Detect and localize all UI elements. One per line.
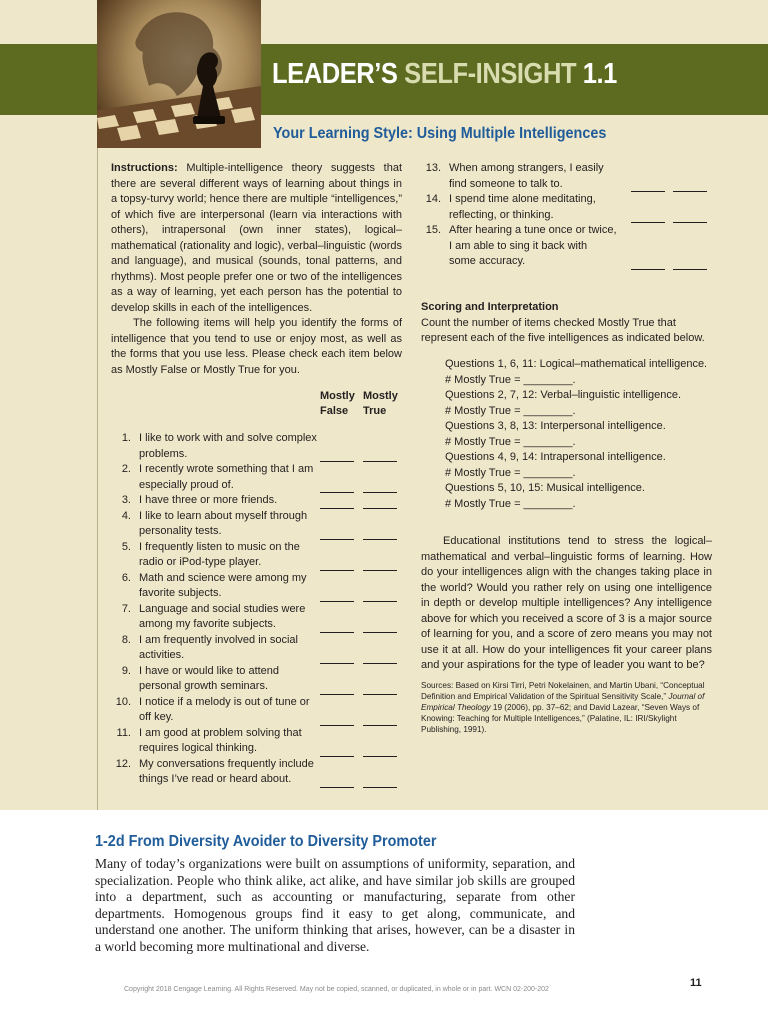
question-group-label: Questions 3, 8, 13: Interpersonal intelligence. [445,420,666,432]
item-number: 9. [121,664,131,677]
question-group-count[interactable]: # Mostly True = ________. [445,497,576,510]
mostly-true-header [363,389,398,419]
item-number: 7. [121,602,131,615]
item-text: I like to learn about myself through personality tests. [139,509,308,537]
item-text: I notice if a melody is out of tune or off key. [139,695,310,723]
item-text: I recently wrote something that I am especially proud of. [139,463,314,491]
sources-text-1: Sources: Based on Kirsi Tirri, Petri Nokelainen, and Martin Ubani, “Conceptual Definition and Empirical Validation of the Spiritual Sensitivity Scale,” [421,681,705,701]
section-body: Many of today’s organizations were built on assumptions of uniformity, separation, and specialization. People who think alike, act alike, and have similar job skills are grouped into a department, such as accounting or manufacturing, separate from other departments. Homogenous groups find it easy to get along, communicate, and understand one another. The uniform thinking that arises, however, can be a disaster in a world becoming more multinational and diverse. [95,856,575,954]
item-text: I frequently listen to music on the radio or iPod-type player. [139,540,300,568]
mostly-false-line2: False [320,405,349,417]
list-item [421,192,711,223]
item-text: Math and science were among my favorite subjects. [139,571,307,599]
item-number: 15. [425,224,441,236]
instructions-text: Multiple-intelligence theory suggests that there are several different ways of learning about things in a topsy-turvy world; hence there are multiple “intelligences,” of which five are interpersonal (learn via interactions with others), intrapersonal (own inner states), logical–mathematical (rationality and logic), verbal–linguistic (words and language), and musical (sounds, tonal patterns, and rhythms). Most people prefer one or two of the intelligences as a way of learning, yet each person has the potential to develop skills in each of the intelligences. [111,162,402,314]
item-number: 10. [115,695,131,708]
mostly-true-line1: Mostly [363,390,398,402]
instructions-paragraph [111,161,402,316]
title-number: 1.1 [576,58,617,90]
list-item [111,431,401,462]
scoring-questions [445,357,715,512]
scoring-intro: Count the number of items checked Mostly True that represent each of the five intelligences as indicated below. [421,316,705,344]
item-text: I have or would like to attend personal growth seminars. [139,664,280,692]
item-number: 14. [425,193,441,205]
question-group-count[interactable]: # Mostly True = ________. [445,435,576,448]
list-item [111,726,401,757]
page-title [272,58,617,91]
mostly-false-header [320,389,355,419]
list-item [111,540,401,571]
item-text: I have three or more friends. [139,494,278,506]
list-item [111,493,401,509]
question-group-label: Questions 4, 9, 14: Intrapersonal intelligence. [445,451,666,463]
item-text: I am frequently involved in social activities. [139,633,298,661]
list-item [111,602,401,633]
item-number: 4. [121,509,131,522]
item-number: 11. [116,726,131,739]
item-text: I spend time alone meditating, reflecting, or thinking. [449,193,596,221]
mostly-false-line1: Mostly [320,390,355,402]
item-text: My conversations frequently include things I’ve read or heard about. [139,757,314,785]
items-list-right [421,161,711,270]
item-number: 1. [121,432,131,444]
panel-left-rule [97,148,98,810]
list-item [111,462,401,493]
items-list-left [111,431,401,788]
mostly-false-blank[interactable] [320,787,354,788]
list-item [111,509,401,540]
question-group-label: Questions 2, 7, 12: Verbal–linguistic intelligence. [445,389,682,401]
sources-note [421,680,712,735]
question-group-count[interactable]: # Mostly True = ________. [445,404,576,417]
item-number: 3. [121,494,131,506]
list-item [421,161,711,192]
section-heading: 1-2d From Diversity Avoider to Diversity Promoter [95,833,437,850]
chess-knight-image [97,0,261,148]
item-text: When among strangers, I easily find someone to talk to. [449,162,604,190]
item-text: I am good at problem solving that requires logical thinking. [139,726,302,754]
interpretation-paragraph: Educational institutions tend to stress the logical–mathematical and verbal–linguistic forms of learning. How do your intelligences align with the changes taking place in the world? Would you rather rely on using one intelligence in depth or develop multiple intelligences? Any intelligence above for which you received a score of 3 is a major source of learning for you, and a score of zero means you may not use it at all. How do your intelligences fit your career plans and your aspirations for the type of leader you want to be? [421,535,712,671]
chess-illustration [97,0,261,148]
mostly-true-blank[interactable] [673,269,707,270]
item-text: I like to work with and solve complex problems. [139,432,317,460]
list-item [111,633,401,664]
subtitle: Your Learning Style: Using Multiple Intelligences [273,125,607,142]
item-number: 5. [121,540,131,553]
item-number: 8. [121,633,131,646]
sources-journal: Journal of Empirical Theology [421,692,705,712]
question-group-count[interactable]: # Mostly True = ________. [445,373,576,386]
item-number: 6. [121,571,131,584]
item-text: Language and social studies were among my favorite subjects. [139,602,306,630]
list-item [421,223,711,270]
item-number: 2. [121,463,131,475]
page-number: 11 [690,977,702,989]
list-item [111,571,401,602]
sources-text-2: 19 (2006), pp. 37–62; and David Lazear, “Seven Ways of Knowing: Teaching for Multiple Intelligences,” (Palatine, IL: IRI/Skylight Publishing, 1991). [421,703,700,734]
item-number: 13. [425,162,441,174]
mostly-true-line2: True [363,405,387,417]
list-item [111,664,401,695]
instructions-block [111,161,402,378]
copyright-notice: Copyright 2018 Cengage Learning. All Rights Reserved. May not be copied, scanned, or duplicated, in whole or in part. WCN 02-200-202 [124,986,549,993]
scoring-section [421,300,711,347]
instructions-label: Instructions: [111,162,178,174]
question-group-label: Questions 5, 10, 15: Musical intelligence. [445,482,645,494]
instructions-paragraph-2: The following items will help you identify the forms of intelligence that you tend to use or enjoy most, as well as the forms that you use less. Please check each item below as Mostly False or Mostly True for you. [111,317,402,376]
item-number: 12. [115,757,131,770]
title-accent: SELF-INSIGHT [404,58,577,90]
question-group-count[interactable]: # Mostly True = ________. [445,466,576,479]
list-item [111,695,401,726]
list-item [111,757,401,788]
mostly-false-blank[interactable] [631,269,665,270]
item-text: After hearing a tune once or twice, I am able to sing it back with some accuracy. [449,224,617,267]
question-group-label: Questions 1, 6, 11: Logical–mathematical intelligence. [445,358,708,370]
title-main: LEADER’S [272,58,405,90]
mostly-true-blank[interactable] [363,787,397,788]
scoring-heading: Scoring and Interpretation [421,301,559,313]
